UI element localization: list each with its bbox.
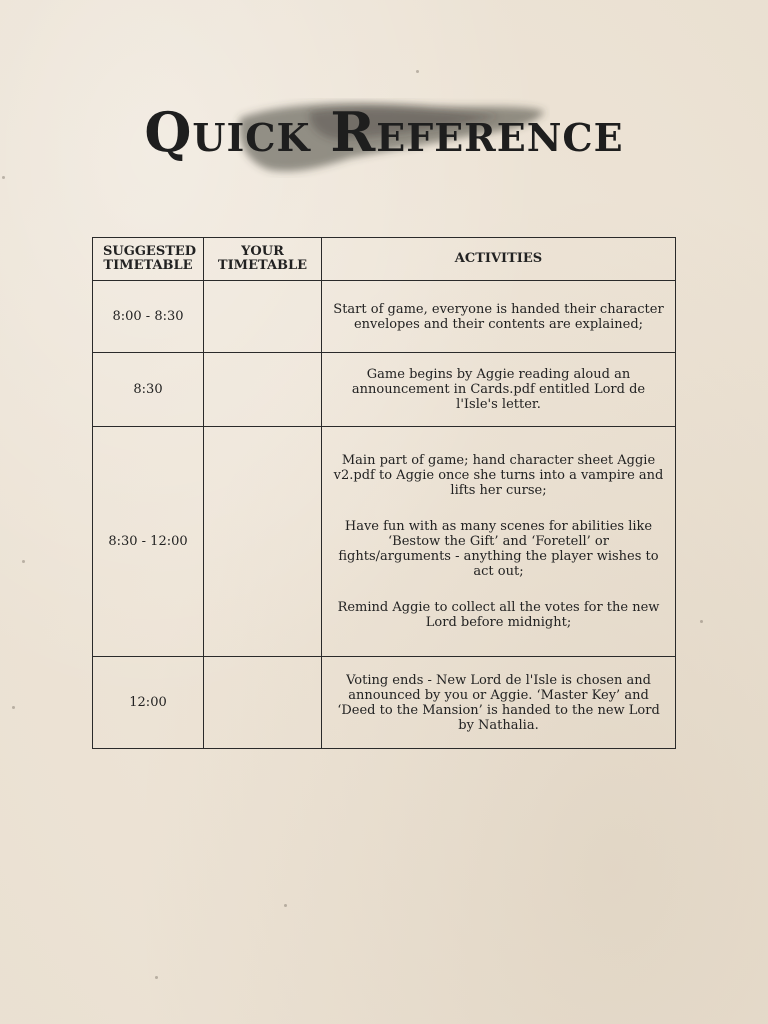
your-time-cell[interactable] bbox=[204, 281, 322, 353]
activities-cell bbox=[322, 353, 676, 427]
table-row bbox=[93, 427, 676, 657]
your-time-cell[interactable] bbox=[204, 657, 322, 749]
suggested-time-cell: 8:30 bbox=[93, 353, 204, 427]
table-row bbox=[93, 353, 676, 427]
paper-speck bbox=[12, 706, 15, 709]
suggested-time-cell: 8:00 - 8:30 bbox=[93, 281, 204, 353]
table-row bbox=[93, 281, 676, 353]
paper-speck bbox=[22, 560, 25, 563]
suggested-time-cell: 8:30 - 12:00 bbox=[93, 427, 204, 657]
your-time-cell[interactable] bbox=[204, 427, 322, 657]
paper-speck bbox=[284, 904, 287, 907]
activity-text: Game begins by Aggie reading aloud an announcement in Cards.pdf entitled Lord de l'Isle's letter. bbox=[351, 367, 646, 412]
suggested-time-cell: 12:00 bbox=[93, 657, 204, 749]
activity-text: Main part of game; hand character sheet Aggie v2.pdf to Aggie once she turns into a vampire and lifts her curse; bbox=[333, 453, 664, 498]
table-header-row bbox=[93, 238, 676, 281]
activity-text: Remind Aggie to collect all the votes for the new Lord before midnight; bbox=[337, 600, 660, 630]
page-title: Quick Reference bbox=[144, 100, 624, 164]
activities-cell bbox=[322, 427, 676, 657]
header-your-timetable: YOUR TIMETABLE bbox=[204, 238, 322, 281]
activity-text: Voting ends - New Lord de l'Isle is chosen and announced by you or Aggie. ‘Master Key’ and ‘Deed to the Mansion’ is handed to the new Lord by Nathalia. bbox=[337, 672, 660, 733]
paper-speck bbox=[2, 176, 5, 179]
paper-speck bbox=[416, 70, 419, 73]
your-time-cell[interactable] bbox=[204, 353, 322, 427]
activities-cell bbox=[322, 281, 676, 353]
header-activities: ACTIVITIES bbox=[322, 238, 676, 281]
activities-cell bbox=[322, 657, 676, 749]
paper-speck bbox=[700, 620, 703, 623]
activity-text: Start of game, everyone is handed their character envelopes and their contents are explained; bbox=[333, 301, 664, 332]
quick-reference-table bbox=[92, 237, 676, 749]
paper-speck bbox=[155, 976, 158, 979]
header-suggested-timetable: SUGGESTED TIMETABLE bbox=[93, 238, 204, 281]
table-row bbox=[93, 657, 676, 749]
activity-text: Have fun with as many scenes for abilities like ‘Bestow the Gift’ and ‘Foretell’ or fights/arguments - anything the player wishes to act out; bbox=[338, 519, 659, 579]
